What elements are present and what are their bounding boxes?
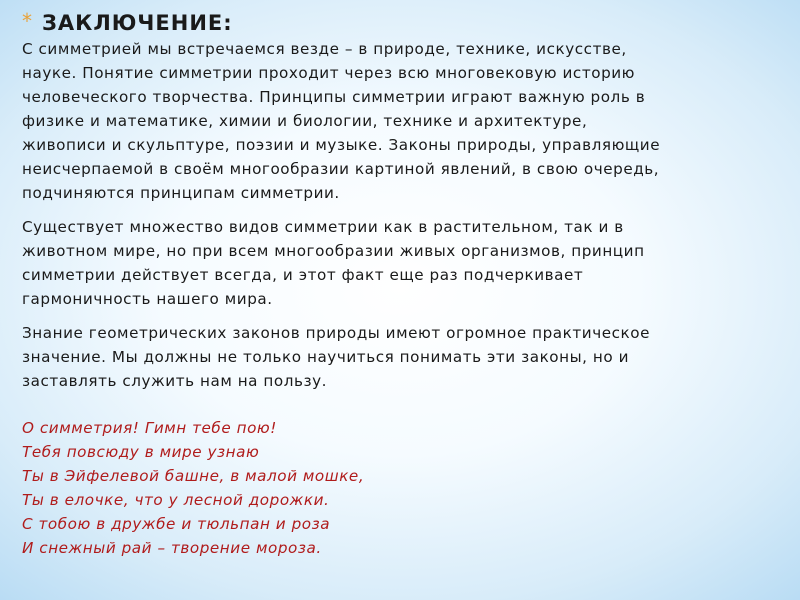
- paragraph-line: живописи и скульптуре, поэзии и музыке. Законы природы, управляющие: [22, 136, 661, 154]
- paragraph-line: подчиняются принципам симметрии.: [22, 184, 340, 202]
- paragraph-line: Существует множество видов симметрии как в растительном, так и в: [22, 218, 624, 236]
- paragraph-line: значение. Мы должны не только научиться понимать эти законы, но и: [22, 348, 630, 366]
- poem-line: Тебя повсюду в мире узнаю: [22, 443, 260, 461]
- poem: [22, 416, 364, 560]
- slide-title: ЗАКЛЮЧЕНИЕ:: [42, 11, 233, 35]
- paragraph-1: [22, 37, 762, 205]
- title-row: [22, 10, 233, 36]
- paragraph-line: гармоничность нашего мира.: [22, 290, 273, 308]
- paragraph-line: неисчерпаемой в своём многообразии картиной явлений, в свою очередь,: [22, 160, 660, 178]
- paragraph-2: [22, 215, 762, 311]
- paragraph-line: человеческого творчества. Принципы симметрии играют важную роль в: [22, 88, 646, 106]
- poem-line: Ты в елочке, что у лесной дорожки.: [22, 491, 330, 509]
- poem-line: Ты в Эйфелевой башне, в малой мошке,: [22, 467, 365, 485]
- poem-line: С тобою в дружбе и тюльпан и роза: [22, 515, 331, 533]
- paragraph-line: науке. Понятие симметрии проходит через всю многовековую историю: [22, 64, 636, 82]
- paragraph-line: физике и математике, химии и биологии, технике и архитектуре,: [22, 112, 588, 130]
- paragraph-3: [22, 321, 762, 393]
- paragraph-line: С симметрией мы встречаемся везде – в природе, технике, искусстве,: [22, 40, 627, 58]
- bullet-icon: *: [22, 9, 32, 33]
- poem-line: И снежный рай – творение мороза.: [22, 539, 322, 557]
- paragraph-line: Знание геометрических законов природы имеют огромное практическое: [22, 324, 650, 342]
- poem-line: О симметрия! Гимн тебе пою!: [22, 419, 277, 437]
- paragraph-line: животном мире, но при всем многообразии живых организмов, принцип: [22, 242, 645, 260]
- paragraph-line: заставлять служить нам на пользу.: [22, 372, 328, 390]
- body-text: [22, 37, 762, 403]
- paragraph-line: симметрии действует всегда, и этот факт еще раз подчеркивает: [22, 266, 584, 284]
